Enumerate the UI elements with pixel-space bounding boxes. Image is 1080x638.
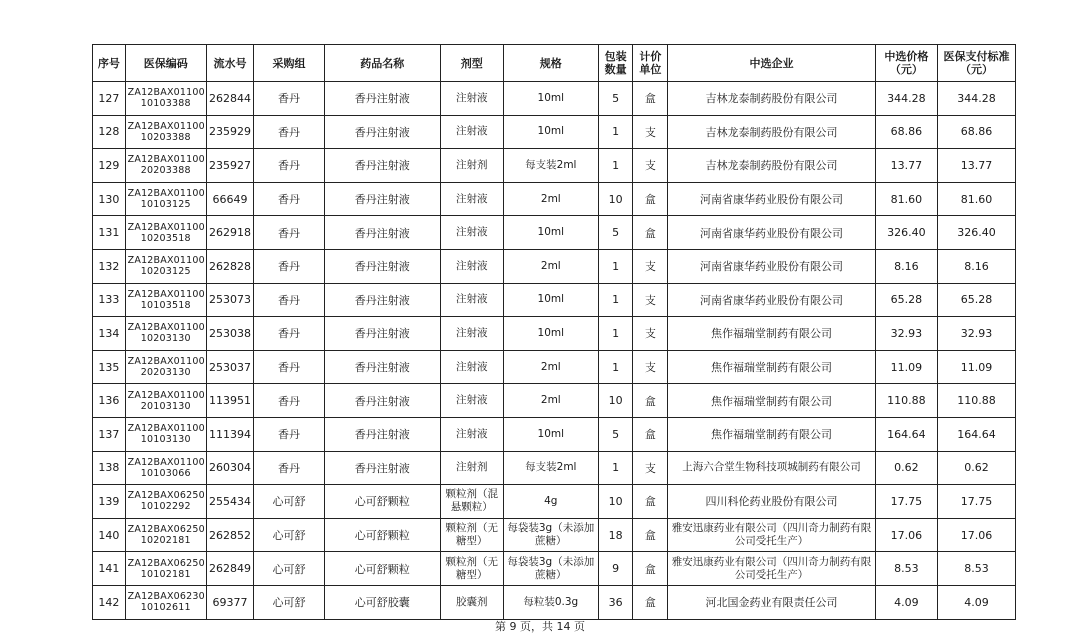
cell-standard: 68.86 xyxy=(937,115,1015,149)
cell-form: 注射液 xyxy=(440,283,503,317)
cell-pack: 1 xyxy=(598,350,633,384)
cell-serial: 253073 xyxy=(206,283,253,317)
cell-price: 8.16 xyxy=(875,249,937,283)
cell-unit: 支 xyxy=(633,115,668,149)
header-code: 医保编码 xyxy=(125,45,206,82)
cell-name: 香丹注射液 xyxy=(324,149,440,183)
cell-form: 注射液 xyxy=(440,350,503,384)
cell-no: 137 xyxy=(93,417,126,451)
cell-group: 香丹 xyxy=(254,384,325,418)
cell-pack: 18 xyxy=(598,518,633,552)
cell-group: 心可舒 xyxy=(254,485,325,519)
cell-company: 焦作福瑞堂制药有限公司 xyxy=(668,350,876,384)
cell-pack: 1 xyxy=(598,249,633,283)
cell-price: 8.53 xyxy=(875,552,937,586)
cell-serial: 262828 xyxy=(206,249,253,283)
table-row xyxy=(93,451,1016,485)
cell-spec: 2ml xyxy=(503,350,598,384)
table-row xyxy=(93,115,1016,149)
cell-pack: 5 xyxy=(598,82,633,116)
cell-company: 吉林龙泰制药股份有限公司 xyxy=(668,149,876,183)
cell-name: 香丹注射液 xyxy=(324,115,440,149)
cell-standard: 11.09 xyxy=(937,350,1015,384)
cell-name: 心可舒胶囊 xyxy=(324,585,440,619)
cell-form: 注射液 xyxy=(440,384,503,418)
cell-name: 香丹注射液 xyxy=(324,317,440,351)
cell-unit: 盒 xyxy=(633,518,668,552)
drug-table xyxy=(92,44,1016,620)
cell-form: 颗粒剂（混悬颗粒） xyxy=(440,485,503,519)
header-group: 采购组 xyxy=(254,45,325,82)
cell-spec: 10ml xyxy=(503,417,598,451)
cell-group: 心可舒 xyxy=(254,585,325,619)
cell-name: 香丹注射液 xyxy=(324,384,440,418)
cell-price: 17.06 xyxy=(875,518,937,552)
cell-standard: 17.06 xyxy=(937,518,1015,552)
cell-no: 141 xyxy=(93,552,126,586)
cell-spec: 4g xyxy=(503,485,598,519)
cell-form: 注射液 xyxy=(440,182,503,216)
cell-no: 128 xyxy=(93,115,126,149)
cell-price: 326.40 xyxy=(875,216,937,250)
cell-form: 注射液 xyxy=(440,82,503,116)
table-row xyxy=(93,350,1016,384)
table-row xyxy=(93,149,1016,183)
cell-price: 164.64 xyxy=(875,417,937,451)
cell-group: 香丹 xyxy=(254,182,325,216)
cell-price: 110.88 xyxy=(875,384,937,418)
cell-standard: 110.88 xyxy=(937,384,1015,418)
cell-standard: 65.28 xyxy=(937,283,1015,317)
cell-code: ZA12BAX01100 10203125 xyxy=(125,249,206,283)
cell-standard: 13.77 xyxy=(937,149,1015,183)
cell-name: 香丹注射液 xyxy=(324,82,440,116)
cell-group: 香丹 xyxy=(254,82,325,116)
cell-company: 焦作福瑞堂制药有限公司 xyxy=(668,317,876,351)
cell-serial: 262849 xyxy=(206,552,253,586)
cell-name: 香丹注射液 xyxy=(324,417,440,451)
cell-form: 注射剂 xyxy=(440,451,503,485)
cell-pack: 1 xyxy=(598,283,633,317)
cell-company: 四川科伦药业股份有限公司 xyxy=(668,485,876,519)
cell-pack: 10 xyxy=(598,182,633,216)
cell-serial: 69377 xyxy=(206,585,253,619)
cell-company: 吉林龙泰制药股份有限公司 xyxy=(668,82,876,116)
cell-company: 焦作福瑞堂制药有限公司 xyxy=(668,384,876,418)
cell-company: 雅安迅康药业有限公司（四川奇力制药有限公司受托生产） xyxy=(668,552,876,586)
cell-unit: 盒 xyxy=(633,485,668,519)
header-spec: 规格 xyxy=(503,45,598,82)
cell-no: 140 xyxy=(93,518,126,552)
cell-group: 香丹 xyxy=(254,249,325,283)
cell-spec: 每袋装3g（未添加蔗糖） xyxy=(503,518,598,552)
cell-company: 河南省康华药业股份有限公司 xyxy=(668,216,876,250)
cell-code: ZA12BAX01100 10203388 xyxy=(125,115,206,149)
cell-code: ZA12BAX06250 10102292 xyxy=(125,485,206,519)
cell-code: ZA12BAX01100 10203130 xyxy=(125,317,206,351)
cell-standard: 344.28 xyxy=(937,82,1015,116)
cell-name: 香丹注射液 xyxy=(324,249,440,283)
cell-serial: 66649 xyxy=(206,182,253,216)
cell-price: 13.77 xyxy=(875,149,937,183)
cell-form: 注射剂 xyxy=(440,149,503,183)
cell-name: 香丹注射液 xyxy=(324,350,440,384)
cell-company: 河北国金药业有限责任公司 xyxy=(668,585,876,619)
cell-price: 11.09 xyxy=(875,350,937,384)
cell-price: 4.09 xyxy=(875,585,937,619)
cell-spec: 10ml xyxy=(503,317,598,351)
cell-code: ZA12BAX01100 20203130 xyxy=(125,350,206,384)
cell-pack: 1 xyxy=(598,317,633,351)
cell-unit: 盒 xyxy=(633,82,668,116)
cell-pack: 1 xyxy=(598,149,633,183)
header-form: 剂型 xyxy=(440,45,503,82)
cell-unit: 盒 xyxy=(633,216,668,250)
cell-price: 65.28 xyxy=(875,283,937,317)
cell-code: ZA12BAX01100 10103066 xyxy=(125,451,206,485)
cell-no: 135 xyxy=(93,350,126,384)
cell-unit: 盒 xyxy=(633,384,668,418)
table-body xyxy=(93,82,1016,620)
cell-pack: 36 xyxy=(598,585,633,619)
cell-group: 心可舒 xyxy=(254,552,325,586)
cell-form: 颗粒剂（无糖型） xyxy=(440,518,503,552)
cell-price: 17.75 xyxy=(875,485,937,519)
cell-spec: 每支装2ml xyxy=(503,451,598,485)
cell-code: ZA12BAX01100 10103125 xyxy=(125,182,206,216)
cell-pack: 10 xyxy=(598,384,633,418)
cell-spec: 10ml xyxy=(503,216,598,250)
header-standard: 医保支付标准（元） xyxy=(937,45,1015,82)
cell-no: 127 xyxy=(93,82,126,116)
cell-group: 心可舒 xyxy=(254,518,325,552)
cell-no: 136 xyxy=(93,384,126,418)
cell-code: ZA12BAX06250 10202181 xyxy=(125,518,206,552)
cell-standard: 32.93 xyxy=(937,317,1015,351)
table-row xyxy=(93,82,1016,116)
cell-name: 心可舒颗粒 xyxy=(324,552,440,586)
cell-no: 133 xyxy=(93,283,126,317)
table-row xyxy=(93,216,1016,250)
cell-spec: 10ml xyxy=(503,82,598,116)
table-row xyxy=(93,249,1016,283)
header-unit: 计价单位 xyxy=(633,45,668,82)
cell-company: 河南省康华药业股份有限公司 xyxy=(668,249,876,283)
cell-serial: 111394 xyxy=(206,417,253,451)
cell-standard: 81.60 xyxy=(937,182,1015,216)
table-row xyxy=(93,317,1016,351)
table-row xyxy=(93,384,1016,418)
cell-standard: 8.53 xyxy=(937,552,1015,586)
cell-spec: 每支装2ml xyxy=(503,149,598,183)
cell-unit: 盒 xyxy=(633,552,668,586)
table-row xyxy=(93,417,1016,451)
cell-no: 132 xyxy=(93,249,126,283)
cell-name: 香丹注射液 xyxy=(324,451,440,485)
header-company: 中选企业 xyxy=(668,45,876,82)
cell-code: ZA12BAX01100 10103130 xyxy=(125,417,206,451)
cell-form: 颗粒剂（无糖型） xyxy=(440,552,503,586)
cell-no: 131 xyxy=(93,216,126,250)
header-pack: 包装数量 xyxy=(598,45,633,82)
cell-serial: 255434 xyxy=(206,485,253,519)
cell-price: 0.62 xyxy=(875,451,937,485)
cell-code: ZA12BAX01100 10103388 xyxy=(125,82,206,116)
cell-serial: 235929 xyxy=(206,115,253,149)
cell-spec: 2ml xyxy=(503,182,598,216)
cell-price: 81.60 xyxy=(875,182,937,216)
cell-spec: 10ml xyxy=(503,283,598,317)
cell-serial: 253037 xyxy=(206,350,253,384)
cell-form: 胶囊剂 xyxy=(440,585,503,619)
cell-company: 河南省康华药业股份有限公司 xyxy=(668,182,876,216)
cell-code: ZA12BAX01100 20103130 xyxy=(125,384,206,418)
cell-standard: 0.62 xyxy=(937,451,1015,485)
cell-no: 134 xyxy=(93,317,126,351)
cell-serial: 253038 xyxy=(206,317,253,351)
cell-pack: 10 xyxy=(598,485,633,519)
cell-serial: 260304 xyxy=(206,451,253,485)
cell-group: 香丹 xyxy=(254,417,325,451)
cell-unit: 支 xyxy=(633,149,668,183)
cell-name: 香丹注射液 xyxy=(324,283,440,317)
cell-standard: 326.40 xyxy=(937,216,1015,250)
cell-standard: 17.75 xyxy=(937,485,1015,519)
page-footer: 第 9 页，共 14 页 xyxy=(495,620,585,633)
cell-no: 138 xyxy=(93,451,126,485)
cell-company: 河南省康华药业股份有限公司 xyxy=(668,283,876,317)
cell-unit: 支 xyxy=(633,283,668,317)
header-name: 药品名称 xyxy=(324,45,440,82)
cell-pack: 1 xyxy=(598,451,633,485)
table-row xyxy=(93,585,1016,619)
cell-name: 心可舒颗粒 xyxy=(324,485,440,519)
cell-form: 注射液 xyxy=(440,216,503,250)
cell-group: 香丹 xyxy=(254,451,325,485)
cell-code: ZA12BAX01100 10103518 xyxy=(125,283,206,317)
cell-form: 注射液 xyxy=(440,317,503,351)
cell-standard: 164.64 xyxy=(937,417,1015,451)
cell-standard: 8.16 xyxy=(937,249,1015,283)
cell-code: ZA12BAX06230 10102611 xyxy=(125,585,206,619)
cell-pack: 5 xyxy=(598,216,633,250)
table-row xyxy=(93,485,1016,519)
cell-spec: 每袋装3g（未添加蔗糖） xyxy=(503,552,598,586)
cell-pack: 1 xyxy=(598,115,633,149)
cell-form: 注射液 xyxy=(440,417,503,451)
cell-company: 雅安迅康药业有限公司（四川奇力制药有限公司受托生产） xyxy=(668,518,876,552)
header-row xyxy=(93,45,1016,82)
cell-code: ZA12BAX01100 10203518 xyxy=(125,216,206,250)
header-no: 序号 xyxy=(93,45,126,82)
cell-serial: 262844 xyxy=(206,82,253,116)
cell-group: 香丹 xyxy=(254,317,325,351)
cell-code: ZA12BAX01100 20203388 xyxy=(125,149,206,183)
cell-spec: 2ml xyxy=(503,249,598,283)
cell-unit: 支 xyxy=(633,249,668,283)
cell-unit: 盒 xyxy=(633,585,668,619)
cell-no: 130 xyxy=(93,182,126,216)
cell-unit: 支 xyxy=(633,317,668,351)
cell-company: 焦作福瑞堂制药有限公司 xyxy=(668,417,876,451)
table-row xyxy=(93,518,1016,552)
cell-price: 344.28 xyxy=(875,82,937,116)
header-serial: 流水号 xyxy=(206,45,253,82)
cell-unit: 支 xyxy=(633,451,668,485)
cell-pack: 9 xyxy=(598,552,633,586)
cell-company: 吉林龙泰制药股份有限公司 xyxy=(668,115,876,149)
cell-form: 注射液 xyxy=(440,115,503,149)
cell-no: 142 xyxy=(93,585,126,619)
cell-name: 香丹注射液 xyxy=(324,216,440,250)
cell-name: 心可舒颗粒 xyxy=(324,518,440,552)
cell-serial: 113951 xyxy=(206,384,253,418)
cell-name: 香丹注射液 xyxy=(324,182,440,216)
cell-spec: 每粒装0.3g xyxy=(503,585,598,619)
cell-group: 香丹 xyxy=(254,149,325,183)
cell-price: 32.93 xyxy=(875,317,937,351)
cell-group: 香丹 xyxy=(254,115,325,149)
cell-serial: 262918 xyxy=(206,216,253,250)
cell-price: 68.86 xyxy=(875,115,937,149)
cell-code: ZA12BAX06250 10102181 xyxy=(125,552,206,586)
cell-standard: 4.09 xyxy=(937,585,1015,619)
cell-group: 香丹 xyxy=(254,350,325,384)
cell-spec: 10ml xyxy=(503,115,598,149)
table-row xyxy=(93,182,1016,216)
cell-form: 注射液 xyxy=(440,249,503,283)
cell-serial: 235927 xyxy=(206,149,253,183)
cell-unit: 支 xyxy=(633,350,668,384)
cell-pack: 5 xyxy=(598,417,633,451)
cell-serial: 262852 xyxy=(206,518,253,552)
table-row xyxy=(93,552,1016,586)
table-row xyxy=(93,283,1016,317)
cell-unit: 盒 xyxy=(633,417,668,451)
cell-unit: 盒 xyxy=(633,182,668,216)
header-price: 中选价格（元） xyxy=(875,45,937,82)
cell-group: 香丹 xyxy=(254,283,325,317)
cell-no: 129 xyxy=(93,149,126,183)
cell-spec: 2ml xyxy=(503,384,598,418)
cell-company: 上海六合堂生物科技项城制药有限公司 xyxy=(668,451,876,485)
cell-group: 香丹 xyxy=(254,216,325,250)
cell-no: 139 xyxy=(93,485,126,519)
